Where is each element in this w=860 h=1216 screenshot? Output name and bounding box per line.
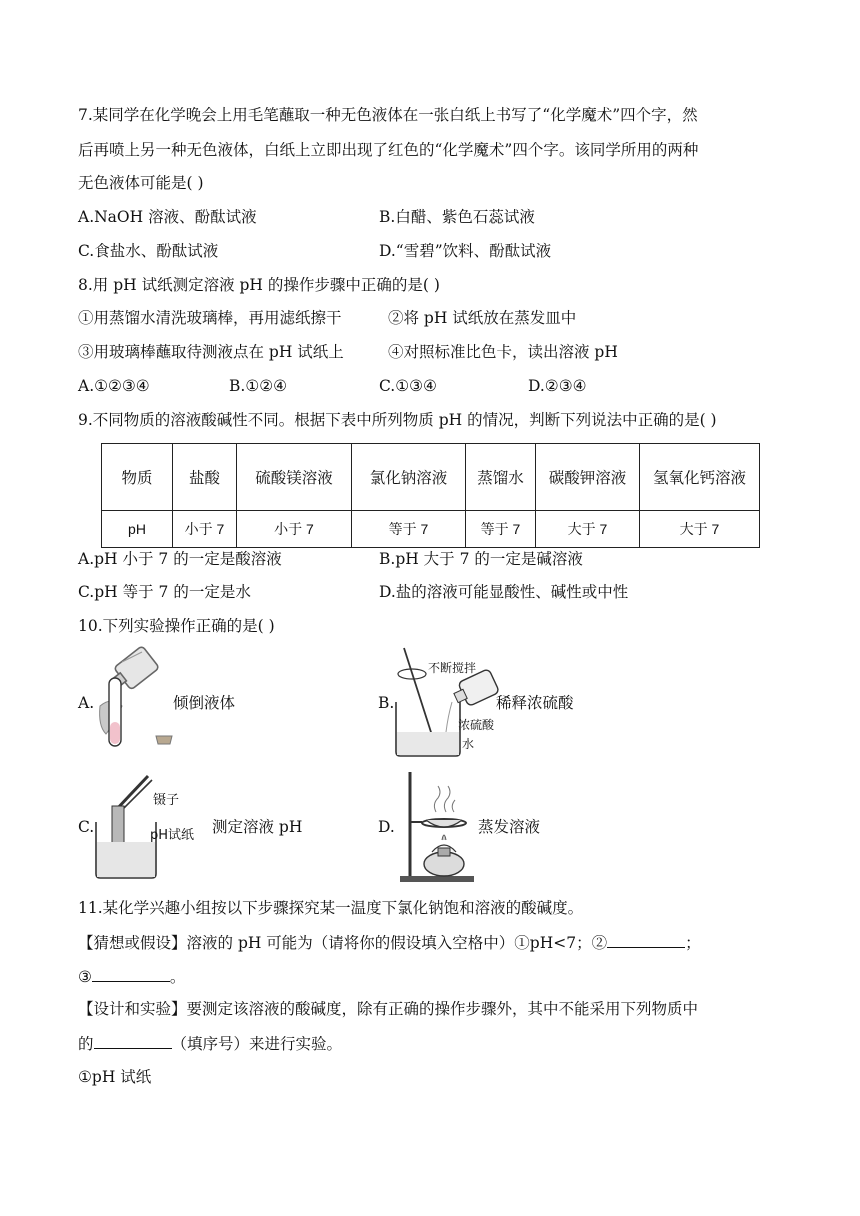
q7-stem-line-2: 后再喷上另一种无色液体，白纸上立即出现了红色的“化学魔术”四个字。该同学所用的两种 <box>78 141 699 159</box>
q11-design-line-2 <box>78 1032 342 1055</box>
q9-stem: 9.不同物质的溶液酸碱性不同。根据下表中所列物质 pH 的情况，判断下列说法中正确的是( ) <box>78 411 717 429</box>
table-cell: 氯化钠溶液 <box>352 444 466 511</box>
q11-stem: 11.某化学兴趣小组按以下步骤探究某一温度下氯化钠饱和溶液的酸碱度。 <box>78 899 584 917</box>
q11-design-line <box>78 998 698 1020</box>
table-cell: 碳酸钾溶液 <box>536 444 640 511</box>
answer-blank-3[interactable] <box>92 965 170 982</box>
q9-option-b: B.pH 大于 7 的一定是碱溶液 <box>379 550 583 568</box>
q7-option-d: D.“雪碧”饮料、酚酞试液 <box>379 242 552 260</box>
q10-d-letter: D. <box>378 818 395 836</box>
acid-label: 浓硫酸 <box>458 718 495 732</box>
q8-option-d: D.②③④ <box>528 377 587 395</box>
q8-step-1: ①用蒸馏水清洗玻璃棒，再用滤纸擦干 <box>78 309 342 327</box>
hypothesis-separator: ； <box>685 934 701 952</box>
table-cell: pH <box>102 511 173 548</box>
hypothesis-text: 溶液的 pH 可能为（请将你的假设填入空格中）①pH<7；② <box>186 934 608 952</box>
q10-stem: 10.下列实验操作正确的是( ) <box>78 617 275 635</box>
q8-step-3: ③用玻璃棒蘸取待测液点在 pH 试纸上 <box>78 343 344 361</box>
ph-table-value-row <box>102 511 760 548</box>
hypothesis-item-3: ③ <box>78 968 92 986</box>
q10-a-caption: 倾倒液体 <box>173 694 236 712</box>
q7-stem-line-1: 7.某同学在化学晚会上用毛笔蘸取一种无色液体在一张白纸上书写了“化学魔术”四个字，然 <box>78 106 698 124</box>
design-text: 要测定该溶液的酸碱度，除有正确的操作步骤外，其中不能采用下列物质中 <box>186 1000 699 1018</box>
q8-step-2: ②将 pH 试纸放在蒸发皿中 <box>388 309 577 327</box>
q8-step-4: ④对照标准比色卡，读出溶液 pH <box>388 343 618 361</box>
ph-table <box>101 443 760 548</box>
q8-option-b: B.①②④ <box>229 377 288 395</box>
q8-option-c: C.①③④ <box>379 377 437 395</box>
q11-item-1: ①pH 试纸 <box>78 1068 152 1086</box>
q11-hypothesis-line <box>78 931 701 954</box>
hypothesis-heading: 【猜想或假设】 <box>78 934 187 952</box>
table-cell: 物质 <box>102 444 173 511</box>
q8-option-a: A.①②③④ <box>78 377 150 395</box>
ph-paper-label: pH试纸 <box>150 828 195 843</box>
water-label: 水 <box>462 737 475 751</box>
q10-c-letter: C. <box>78 818 95 836</box>
table-cell: 氢氧化钙溶液 <box>640 444 760 511</box>
answer-blank-design[interactable] <box>94 1032 172 1049</box>
table-cell: 蒸馏水 <box>466 444 536 511</box>
design-heading: 【设计和实验】 <box>78 1000 187 1018</box>
hypothesis-end: 。 <box>169 968 186 986</box>
q10-b-letter: B. <box>378 694 395 712</box>
table-cell: 大于 7 <box>536 511 640 548</box>
design-text-b: （填序号）来进行实验。 <box>171 1035 343 1053</box>
stir-label: 不断搅拌 <box>428 661 477 675</box>
q11-hypothesis-line-2 <box>78 965 185 988</box>
q7-stem-line-3: 无色液体可能是( ) <box>78 174 204 192</box>
q9-option-d: D.盐的溶液可能显酸性、碱性或中性 <box>379 583 629 601</box>
table-cell: 等于 7 <box>352 511 466 548</box>
q7-option-a: A.NaOH 溶液、酚酞试液 <box>78 208 257 226</box>
table-cell: 盐酸 <box>173 444 237 511</box>
ph-table-header-row <box>102 444 760 511</box>
q7-option-c: C.食盐水、酚酞试液 <box>78 242 219 260</box>
q9-option-c: C.pH 等于 7 的一定是水 <box>78 583 251 601</box>
table-cell: 等于 7 <box>466 511 536 548</box>
table-cell: 小于 7 <box>237 511 352 548</box>
q10-c-caption: 测定溶液 pH <box>212 818 303 836</box>
table-cell: 大于 7 <box>640 511 760 548</box>
evaporation-figure <box>392 768 478 886</box>
table-cell: 硫酸镁溶液 <box>237 444 352 511</box>
q8-stem: 8.用 pH 试纸测定溶液 pH 的操作步骤中正确的是( ) <box>78 276 440 294</box>
q7-option-b: B.白醋、紫色石蕊试液 <box>379 208 535 226</box>
answer-blank-2[interactable] <box>607 931 685 948</box>
table-cell: 小于 7 <box>173 511 237 548</box>
q10-d-caption: 蒸发溶液 <box>478 818 541 836</box>
tweezers-label: 镊子 <box>153 793 180 808</box>
pouring-liquid-figure <box>92 640 182 760</box>
q10-a-letter: A. <box>78 694 95 712</box>
q9-option-a: A.pH 小于 7 的一定是酸溶液 <box>78 550 282 568</box>
design-text-a: 的 <box>78 1035 94 1053</box>
q10-b-caption: 稀释浓硫酸 <box>496 694 574 712</box>
